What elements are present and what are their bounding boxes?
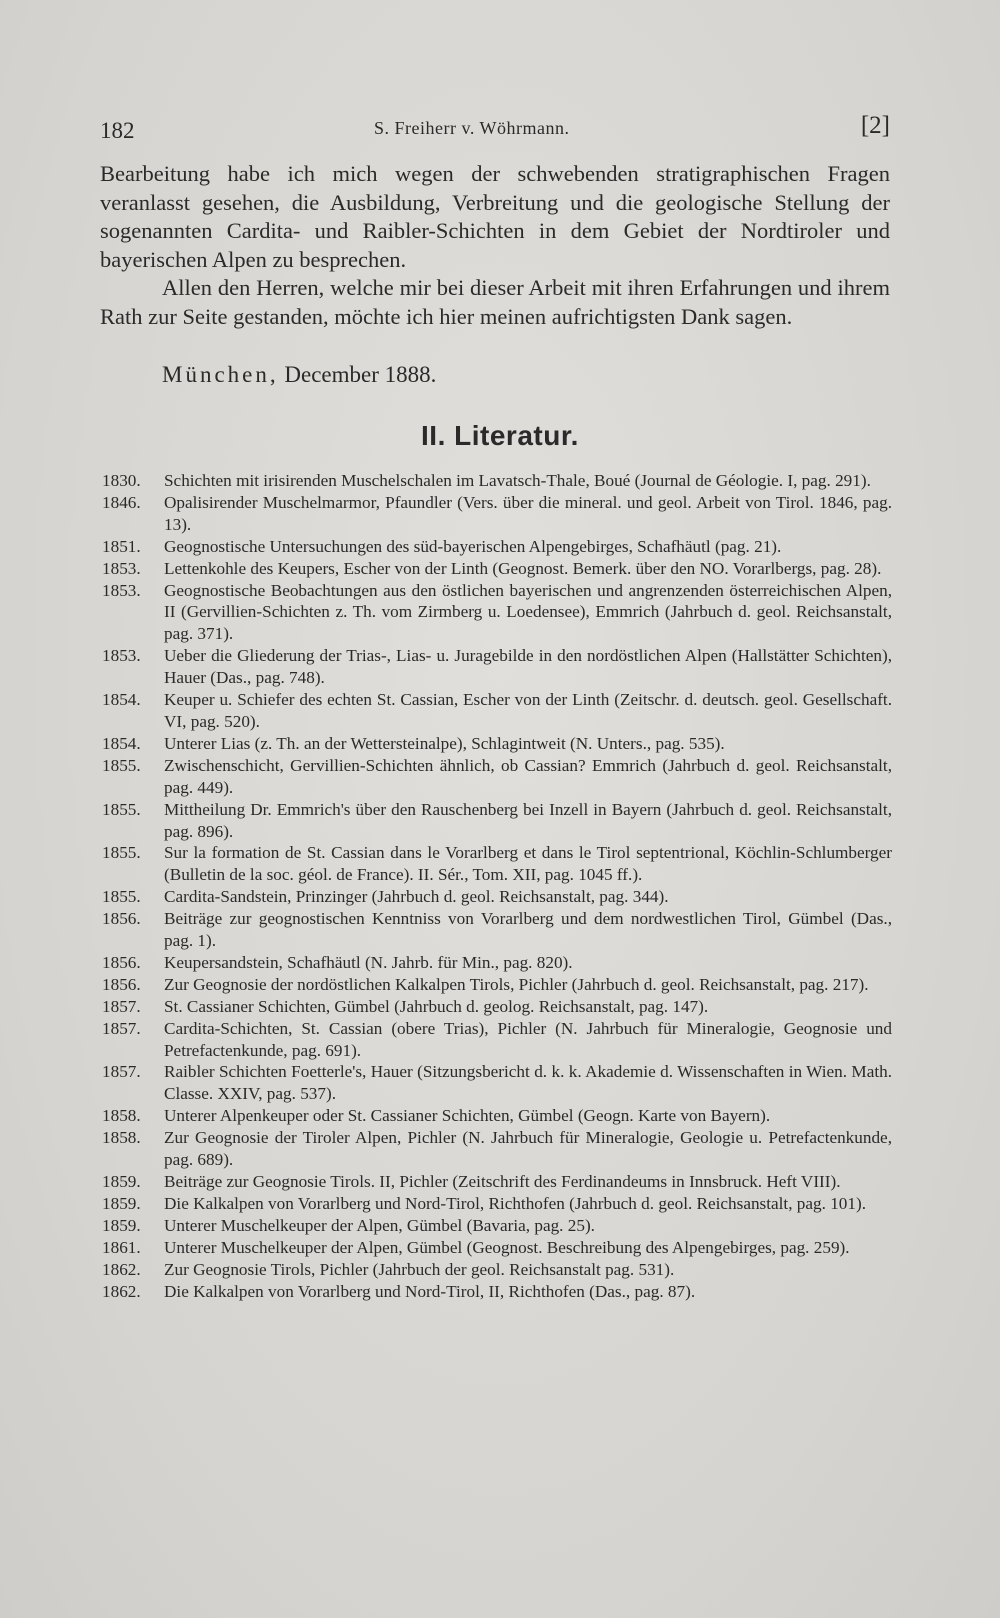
bibliography-entry: [102, 1018, 892, 1062]
bibliography-entry: [102, 733, 892, 755]
bibliography-entry: [102, 558, 892, 580]
entry-text: Ueber die Gliederung der Trias-, Lias- u. Juragebilde in den nordöstlichen Alpen (Hallstätter Schichten), Hauer (Das., pag. 748).: [164, 646, 892, 688]
entry-text: Die Kalkalpen von Vorarlberg und Nord-Tirol, II, Richthofen (Das., pag. 87).: [164, 1281, 696, 1301]
entry-year: 1854.: [102, 733, 141, 753]
intro-paragraph-1: Bearbeitung habe ich mich wegen der schwebenden stratigraphischen Fragen veranlasst gesehen, die Ausbildung, Verbreitung und die geologische Stellung der sogenannten Cardita- und Raibler-Schichten in dem Gebiet der Nordtiroler und bayerischen Alpen zu besprechen.: [100, 161, 890, 272]
bibliography-entry: [102, 1259, 892, 1281]
entry-text: Geognostische Untersuchungen des süd-bayerischen Alpengebirges, Schafhäutl (pag. 21).: [164, 536, 782, 556]
entry-year: 1859.: [102, 1215, 141, 1235]
entry-year: 1853.: [102, 646, 141, 666]
entry-year: 1859.: [102, 1172, 141, 1191]
entry-year: 1830.: [102, 471, 141, 490]
bibliography-entry: [102, 580, 892, 646]
bibliography-entry: [102, 645, 892, 689]
bibliography-list: [102, 470, 892, 1302]
bibliography-entry: [102, 1061, 892, 1105]
bibliography-entry: [102, 1127, 892, 1171]
entry-text: Raibler Schichten Foetterle's, Hauer (Sitzungsbericht d. k. k. Akademie d. Wissenschaften in Wien. Math. Classe. XXIV, pag. 537).: [164, 1062, 892, 1104]
bibliography-entry: [102, 1281, 892, 1303]
entry-year: 1862.: [102, 1259, 141, 1279]
entry-text: Unterer Alpenkeuper oder St. Cassianer Schichten, Gümbel (Geogn. Karte von Bayern).: [164, 1106, 771, 1126]
entry-year: 1856.: [102, 952, 141, 972]
entry-year: 1854.: [102, 690, 141, 710]
bibliography-entry: [102, 492, 892, 536]
bibliography-entry: [102, 996, 892, 1018]
entry-year: 1858.: [102, 1106, 141, 1126]
bibliography-entry: [102, 1171, 892, 1193]
section-title: II. Literatur.: [421, 420, 579, 451]
entry-year: 1855.: [102, 799, 141, 819]
entry-year: 1862.: [102, 1281, 141, 1301]
entry-text: Mittheilung Dr. Emmrich's über den Rauschenberg bei Inzell in Bayern (Jahrbuch d. geol. Reichsanstalt, pag. 896).: [164, 799, 892, 841]
entry-text: Geognostische Beobachtungen aus den östlichen bayerischen und angrenzenden österreichischen Alpen, II (Gervillien-Schichten z. Th. vom Zirmberg u. Loedensee), Emmrich (Jahrbuch d. geol. Reichsanstalt, pag. 371).: [164, 580, 892, 644]
entry-text: Beiträge zur Geognosie Tirols. II, Pichler (Zeitschrift des Ferdinandeums in Innsbruck. Heft VIII).: [164, 1172, 841, 1191]
entry-year: 1846.: [102, 492, 141, 512]
intro-text: [100, 160, 890, 331]
bibliography-entry: [102, 689, 892, 733]
entry-year: 1855.: [102, 843, 141, 863]
entry-year: 1853.: [102, 580, 141, 600]
entry-text: Cardita-Schichten, St. Cassian (obere Trias), Pichler (N. Jahrbuch für Mineralogie, Geognosie und Petrefactenkunde, pag. 691).: [164, 1018, 892, 1060]
page-header: [100, 112, 890, 146]
bibliography-entry: [102, 952, 892, 974]
dateline: [162, 362, 436, 388]
entry-text: Unterer Muschelkeuper der Alpen, Gümbel (Geognost. Beschreibung des Alpengebirges, pag. 259).: [164, 1237, 850, 1257]
entry-year: 1857.: [102, 1018, 141, 1038]
entry-text: St. Cassianer Schichten, Gümbel (Jahrbuch d. geolog. Reichsanstalt, pag. 147).: [164, 996, 709, 1016]
entry-year: 1855.: [102, 887, 141, 907]
entry-text: Die Kalkalpen von Vorarlberg und Nord-Tirol, Richthofen (Jahrbuch d. geol. Reichsanstalt, pag. 101).: [164, 1193, 867, 1213]
bibliography-entry: [102, 755, 892, 799]
bibliography-entry: [102, 1237, 892, 1259]
dateline-date: December 1888.: [284, 362, 437, 387]
entry-text: Lettenkohle des Keupers, Escher von der Linth (Geognost. Bemerk. über den NO. Vorarlbergs, pag. 28).: [164, 558, 882, 578]
entry-text: Zwischenschicht, Gervillien-Schichten ähnlich, ob Cassian? Emmrich (Jahrbuch d. geol. Reichsanstalt, pag. 449).: [164, 755, 892, 797]
dateline-place: München,: [162, 362, 279, 387]
bibliography-entry: [102, 1215, 892, 1237]
entry-year: 1859.: [102, 1193, 141, 1213]
entry-text: Unterer Muschelkeuper der Alpen, Gümbel (Bavaria, pag. 25).: [164, 1215, 595, 1235]
entry-text: Sur la formation de St. Cassian dans le Vorarlberg et dans le Tirol septentrional, Köchlin-Schlumberger (Bulletin de la soc. géol. de France). II. Sér., Tom. XII, pag. 1045 ff.).: [164, 843, 892, 885]
bibliography-entry: [102, 886, 892, 908]
bracket-page-number: [2]: [860, 112, 890, 139]
bibliography-entry: [102, 536, 892, 558]
bibliography-entry: [102, 799, 892, 843]
bibliography-entry: [102, 842, 892, 886]
entry-year: 1853.: [102, 558, 141, 578]
entry-year: 1856.: [102, 909, 141, 929]
entry-text: Keuper u. Schiefer des echten St. Cassian, Escher von der Linth (Zeitschr. d. deutsch. geol. Gesellschaft. VI, pag. 520).: [164, 690, 892, 731]
running-head: S. Freiherr v. Wöhrmann.: [374, 118, 570, 138]
entry-year: 1858.: [102, 1128, 141, 1148]
intro-paragraph-2: Allen den Herren, welche mir bei dieser Arbeit mit ihren Erfahrungen und ihrem Rath zur Seite gestanden, möchte ich hier meinen aufrichtigsten Dank sagen.: [100, 275, 890, 329]
page-number: 182: [100, 118, 135, 143]
entry-year: 1855.: [102, 755, 141, 775]
entry-year: 1851.: [102, 536, 141, 556]
entry-text: Keupersandstein, Schafhäutl (N. Jahrb. für Min., pag. 820).: [164, 952, 573, 972]
entry-text: Zur Geognosie der nordöstlichen Kalkalpen Tirols, Pichler (Jahrbuch d. geol. Reichsanstalt, pag. 217).: [164, 974, 869, 994]
entry-text: Schichten mit irisirenden Muschelschalen im Lavatsch-Thale, Boué (Journal de Géologie. I, pag. 291).: [164, 471, 871, 490]
entry-text: Unterer Lias (z. Th. an der Wettersteinalpe), Schlagintweit (N. Unters., pag. 535).: [164, 733, 725, 753]
entry-year: 1861.: [102, 1237, 141, 1257]
entry-text: Opalisirender Muschelmarmor, Pfaundler (Vers. über die mineral. und geol. Arbeit von Tirol. 1846, pag. 13).: [164, 492, 892, 534]
entry-text: Zur Geognosie Tirols, Pichler (Jahrbuch der geol. Reichsanstalt pag. 531).: [164, 1259, 675, 1279]
bibliography-entry: [102, 1105, 892, 1127]
entry-text: Beiträge zur geognostischen Kenntniss von Vorarlberg und dem nordwestlichen Tirol, Gümbel (Das., pag. 1).: [164, 909, 892, 951]
bibliography-entry: [102, 470, 892, 492]
bibliography-entry: [102, 1193, 892, 1215]
bibliography-entry: [102, 908, 892, 952]
bibliography-entry: [102, 974, 892, 996]
entry-year: 1857.: [102, 1062, 141, 1082]
entry-year: 1856.: [102, 974, 141, 994]
entry-year: 1857.: [102, 996, 141, 1016]
entry-text: Cardita-Sandstein, Prinzinger (Jahrbuch d. geol. Reichsanstalt, pag. 344).: [164, 887, 669, 907]
entry-text: Zur Geognosie der Tiroler Alpen, Pichler (N. Jahrbuch für Mineralogie, Geologie u. Petrefactenkunde, pag. 689).: [164, 1128, 892, 1170]
